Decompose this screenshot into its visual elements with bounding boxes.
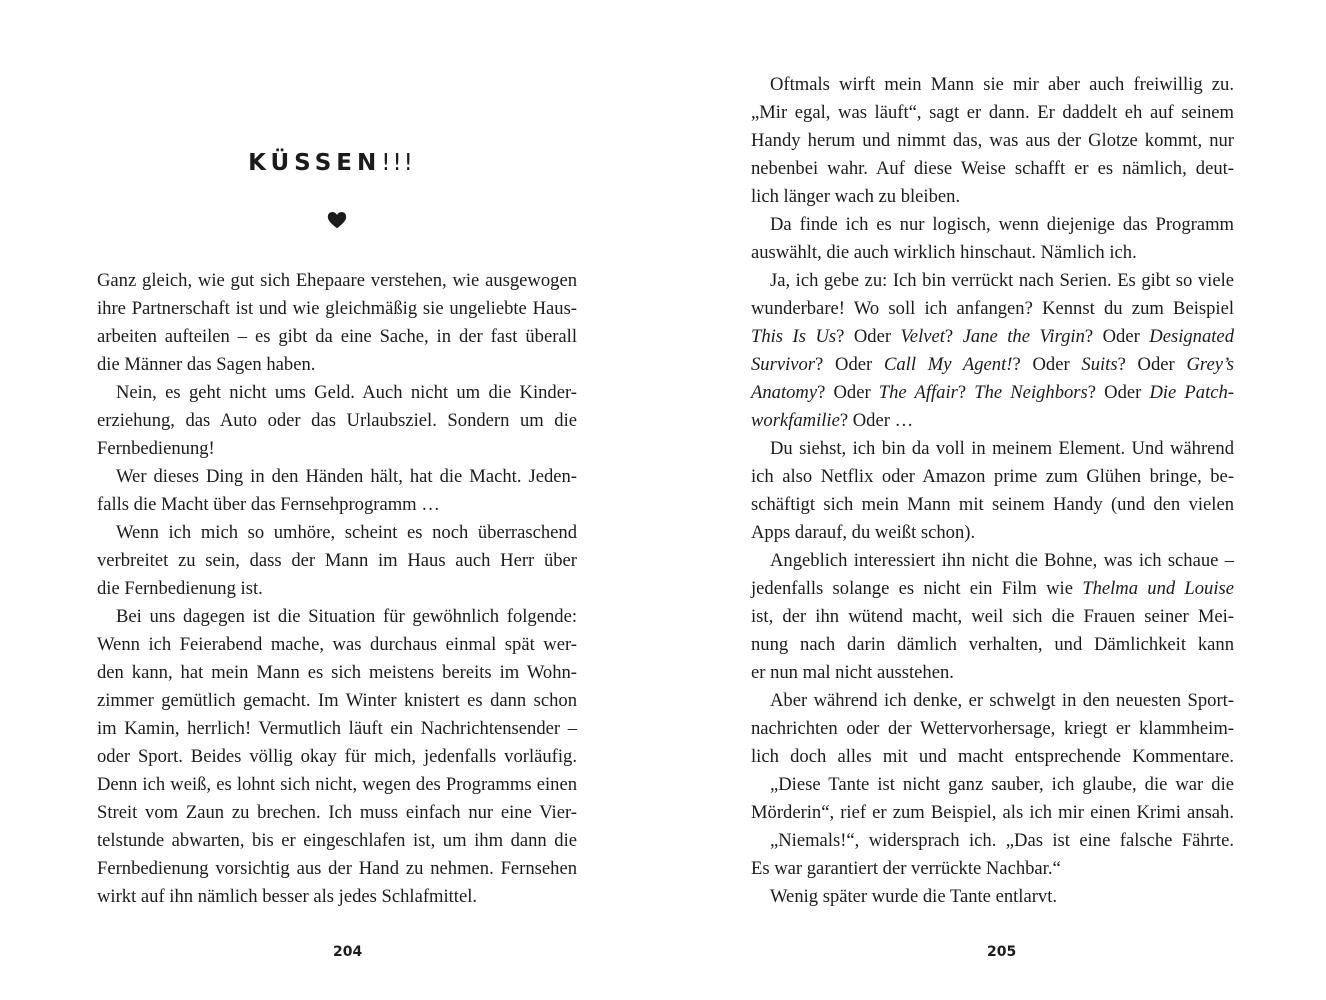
- body-line: This Is Us? Oder Velvet? Jane the Virgin? Oder Designated: [751, 326, 1234, 347]
- body-line: workfamilie? Oder …: [751, 410, 914, 431]
- body-line: Oftmals wirft mein Mann sie mir aber auch freiwillig zu.: [770, 74, 1234, 95]
- heart-icon: [326, 209, 348, 231]
- body-line: zimmer gemütlich gemacht. Im Winter knistert es dann schon: [97, 690, 577, 711]
- body-line: Aber während ich denke, er schwelgt in den neuesten Sport-: [770, 690, 1234, 711]
- chapter-title-text: KÜSSEN: [248, 150, 382, 176]
- body-line: Mörderin“, rief er zum Beispiel, als ich mir einen Krimi ansah.: [751, 802, 1234, 823]
- body-line: „Niemals!“, widersprach ich. „Das ist eine falsche Fährte.: [770, 830, 1234, 851]
- body-line: Du siehst, ich bin da voll in meinem Element. Und während: [770, 438, 1234, 459]
- body-line: nung nach darin dämlich verhalten, und Dämlichkeit kann: [751, 634, 1234, 655]
- body-line: Apps darauf, du weißt schon).: [751, 522, 976, 543]
- body-line: Fernbedienung vorsichtig aus der Hand zu nehmen. Fernsehen: [97, 858, 577, 879]
- body-line: Handy herum und nimmt das, was aus der Glotze kommt, nur: [751, 130, 1234, 151]
- body-line: Ganz gleich, wie gut sich Ehepaare verstehen, wie ausgewogen: [97, 270, 577, 291]
- body-line: Angeblich interessiert ihn nicht die Bohne, was ich schaue –: [770, 550, 1234, 571]
- body-line: nachrichten oder der Wettervorhersage, kriegt er klammheim-: [751, 718, 1234, 739]
- body-line: „Diese Tante ist nicht ganz sauber, ich glaube, die war die: [770, 774, 1234, 795]
- body-line: Streit vom Zaun zu brechen. Ich muss einfach nur eine Vier-: [97, 802, 577, 823]
- body-line: wirkt auf ihn nämlich besser als jedes Schlafmittel.: [97, 886, 478, 907]
- body-line: ihre Partnerschaft ist und wie gleichmäßig sie ungeliebte Haus-: [97, 298, 577, 319]
- right-page: [663, 0, 1326, 1000]
- body-line: Nein, es geht nicht ums Geld. Auch nicht um die Kinder-: [116, 382, 577, 403]
- body-line: die Fernbedienung ist.: [97, 578, 263, 599]
- body-line: Wenig später wurde die Tante entlarvt.: [770, 886, 1058, 907]
- body-line: die Männer das Sagen haben.: [97, 354, 316, 375]
- body-line: verbreitet zu sein, dass der Mann im Haus auch Herr über: [97, 550, 577, 571]
- body-line: falls die Macht über das Fernsehprogramm …: [97, 494, 440, 515]
- body-line: Ja, ich gebe zu: Ich bin verrückt nach Serien. Es gibt so viele: [770, 270, 1234, 291]
- body-line: Wenn ich Feierabend mache, was durchaus einmal spät wer-: [97, 634, 577, 655]
- body-line: Fernbedienung!: [97, 438, 215, 459]
- body-line: Denn ich weiß, es lohnt sich nicht, wegen des Programms einen: [97, 774, 577, 795]
- chapter-title-suffix: !!!: [381, 150, 415, 176]
- body-line: wunderbare! Wo soll ich anfangen? Kennst du zum Beispiel: [751, 298, 1234, 319]
- body-line: „Mir egal, was läuft“, sagt er dann. Er daddelt eh auf seinem: [751, 102, 1234, 123]
- body-line: ich also Netflix oder Amazon prime zum Glühen bringe, be-: [751, 466, 1234, 487]
- body-line: Da finde ich es nur logisch, wenn diejenige das Programm: [770, 214, 1234, 235]
- chapter-title: [0, 150, 663, 176]
- body-line: lich doch alles mit und macht entsprechende Kommentare.: [751, 746, 1234, 767]
- body-line: auswählt, die auch wirklich hinschaut. Nämlich ich.: [751, 242, 1137, 263]
- body-line: den kann, hat mein Mann es sich meistens bereits im Wohn-: [97, 662, 577, 683]
- body-line: im Kamin, herrlich! Vermutlich läuft ein Nachrichtensender –: [97, 718, 577, 739]
- body-line: nebenbei wahr. Auf diese Weise schafft er es nämlich, deut-: [751, 158, 1234, 179]
- body-line: Wer dieses Ding in den Händen hält, hat die Macht. Jeden-: [116, 466, 577, 487]
- body-line: Es war garantiert der verrückte Nachbar.“: [751, 858, 1061, 879]
- body-line: Bei uns dagegen ist die Situation für gewöhnlich folgende:: [116, 606, 577, 627]
- page-number: 205: [987, 944, 1017, 960]
- body-line: telstunde abwarten, bis er eingeschlafen ist, um ihm dann die: [97, 830, 577, 851]
- body-line: jedenfalls solange es nicht ein Film wie Thelma und Louise: [751, 578, 1235, 599]
- body-line: erziehung, das Auto oder das Urlaubsziel. Sondern um die: [97, 410, 577, 431]
- body-line: arbeiten aufteilen – es gibt da eine Sache, in der fast überall: [97, 326, 577, 347]
- body-line: er nun mal nicht ausstehen.: [751, 662, 954, 683]
- body-line: Survivor? Oder Call My Agent!? Oder Suits? Oder Grey’s: [751, 354, 1234, 375]
- body-line: schäftigt sich mein Mann mit seinem Handy (und den vielen: [751, 494, 1234, 515]
- body-line: ist, der ihn wütend macht, weil sich die Frauen seiner Mei-: [751, 606, 1234, 627]
- page-number: 204: [333, 944, 363, 960]
- body-line: oder Sport. Beides völlig okay für mich, jedenfalls vorläufig.: [97, 746, 577, 767]
- body-line: Wenn ich mich so umhöre, scheint es noch überraschend: [116, 522, 577, 543]
- body-line: lich länger wach zu bleiben.: [751, 186, 961, 207]
- body-line: Anatomy? Oder The Affair? The Neighbors? Oder Die Patch-: [751, 382, 1234, 403]
